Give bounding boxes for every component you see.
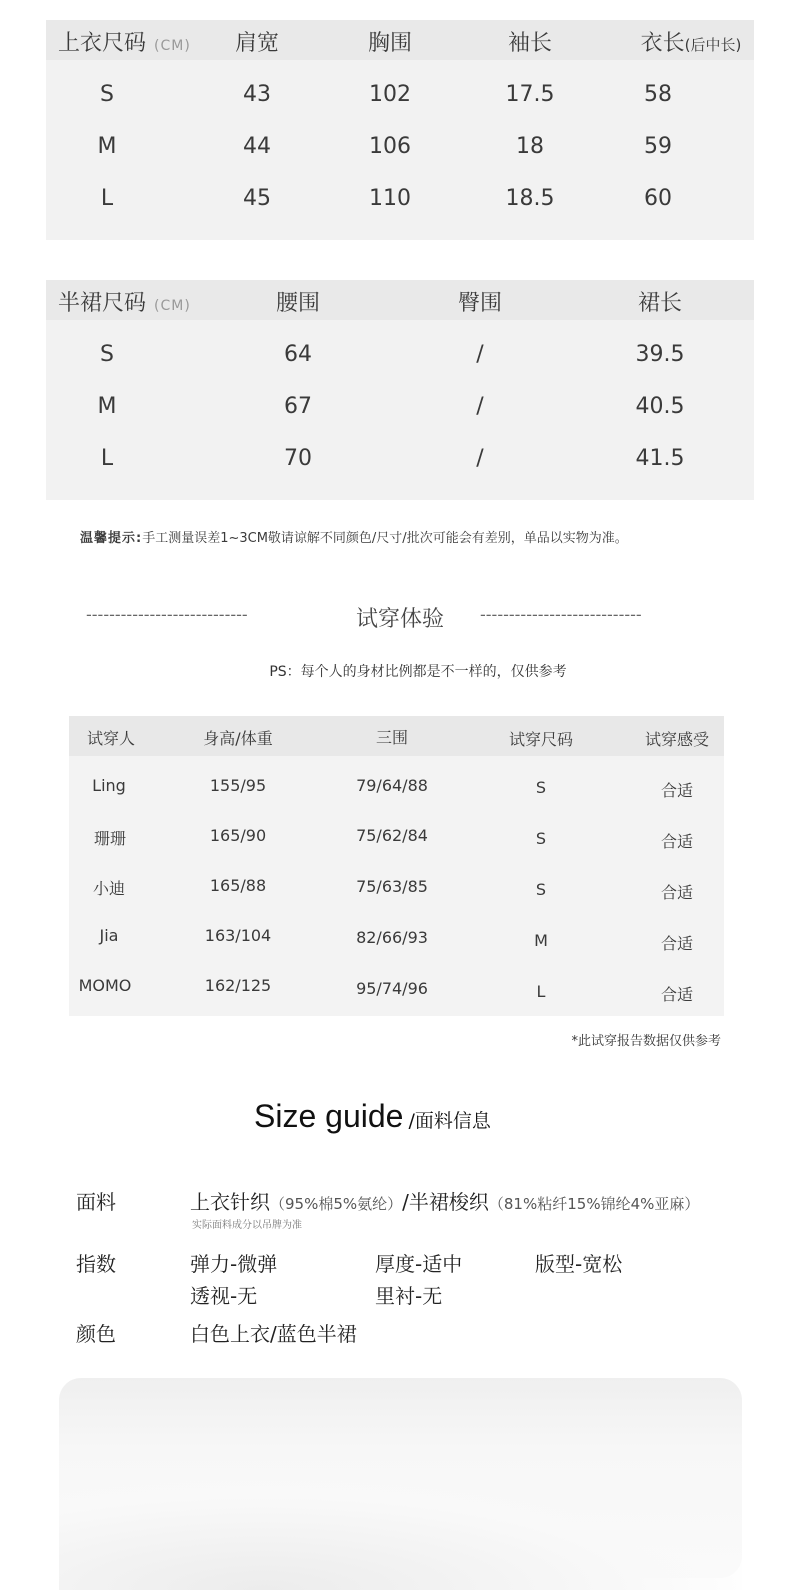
skirt-row-m-size: M — [97, 394, 117, 419]
skirt-row-m-length: 40.5 — [635, 394, 685, 419]
skirt-size-table — [46, 280, 754, 500]
top-size-table-title — [58, 26, 191, 57]
index-label: 指数 — [76, 1252, 116, 1276]
row-m-chest: 106 — [369, 134, 411, 159]
skirt-row-l-waist: 70 — [284, 446, 312, 471]
divider-right: ---------------------------- — [480, 605, 642, 624]
tryon-disclaimer: *此试穿报告数据仅供参考 — [571, 1034, 721, 1049]
elasticity-value: 弹力-微弹 — [190, 1252, 278, 1276]
row-l-chest: 110 — [369, 186, 411, 211]
row-l-shoulder: 45 — [243, 186, 271, 211]
header-tried-size: 试穿尺码 — [508, 730, 574, 749]
height-weight: 165/90 — [209, 826, 267, 845]
height-weight: 165/88 — [209, 876, 267, 895]
size-guide-title — [254, 1098, 491, 1135]
row-m-size: M — [97, 134, 117, 159]
tried-size: S — [535, 829, 547, 848]
header-chest: 胸围 — [367, 31, 413, 56]
measurements: 82/66/93 — [356, 928, 428, 947]
row-s-length: 58 — [644, 82, 672, 107]
skirt-row-s-length: 39.5 — [635, 342, 685, 367]
measurements: 95/74/96 — [356, 979, 428, 998]
fabric-skirt-detail: （81%粘纤15%锦纶4%亚麻） — [488, 1195, 700, 1213]
measurement-tip — [80, 527, 628, 546]
thickness-value: 厚度-适中 — [375, 1252, 463, 1276]
table-title: 上衣尺码 — [58, 31, 147, 56]
top-size-table — [46, 20, 754, 240]
header-hip: 臀围 — [457, 291, 503, 316]
height-weight: 163/104 — [204, 926, 272, 945]
wearer-name: Jia — [99, 926, 119, 945]
fabric-value — [190, 1186, 699, 1215]
tryon-table — [69, 716, 724, 1016]
fabric-skirt: /半裙梭织 — [402, 1190, 489, 1214]
tried-size: S — [535, 778, 547, 797]
tip-label: 温馨提示: — [80, 531, 143, 546]
header-height-weight: 身高/体重 — [203, 729, 273, 748]
header-wearer: 试穿人 — [86, 729, 136, 748]
header-feeling: 试穿感受 — [644, 730, 710, 749]
tried-size: M — [534, 931, 548, 950]
fabric-top-detail: （95%棉5%氨纶） — [270, 1195, 403, 1213]
fabric-top: 上衣针织 — [190, 1190, 270, 1214]
skirt-row-s-waist: 64 — [284, 342, 312, 367]
skirt-row-l-hip: / — [476, 446, 484, 471]
tip-text: 手工测量误差1~3CM敬请谅解不同颜色/尺寸/批次可能会有差别，单品以实物为准。 — [142, 531, 628, 546]
row-m-sleeve: 18 — [516, 134, 544, 159]
row-s-shoulder: 43 — [243, 82, 271, 107]
skirt-row-s-size: S — [100, 342, 114, 367]
fit-feeling: 合适 — [660, 832, 694, 851]
fabric-note: 实际面料成分以吊牌为准 — [192, 1220, 302, 1231]
divider-left: ---------------------------- — [86, 605, 248, 624]
sheer-value: 透视-无 — [190, 1284, 258, 1308]
skirt-size-table-title — [58, 286, 191, 317]
wearer-name: 珊珊 — [93, 829, 127, 848]
header-waist: 腰围 — [275, 291, 321, 316]
row-s-chest: 102 — [369, 82, 411, 107]
fabric-fold — [59, 1470, 742, 1590]
unit-label: (CM) — [154, 38, 191, 54]
height-weight: 155/95 — [209, 776, 267, 795]
skirt-row-m-hip: / — [476, 394, 484, 419]
skirt-row-l-size: L — [100, 446, 114, 471]
size-guide-subtitle: /面料信息 — [408, 1110, 491, 1132]
row-l-length: 60 — [644, 186, 672, 211]
row-l-sleeve: 18.5 — [505, 186, 555, 211]
header-measurements: 三围 — [375, 728, 409, 747]
row-s-sleeve: 17.5 — [505, 82, 555, 107]
table-title: 半裙尺码 — [58, 291, 147, 316]
wearer-name: 小迪 — [92, 879, 126, 898]
measurements: 75/62/84 — [356, 826, 428, 845]
tried-size: L — [536, 982, 546, 1001]
header-length-suffix: (后中长) — [684, 36, 742, 54]
color-label: 颜色 — [76, 1322, 116, 1346]
header-length-label: 衣长 — [640, 31, 685, 56]
color-value: 白色上衣/蓝色半裙 — [190, 1322, 357, 1346]
size-guide-heading: Size guide — [254, 1098, 404, 1134]
measurements: 75/63/85 — [356, 877, 428, 896]
header-skirt-length: 裙长 — [637, 291, 683, 316]
skirt-row-s-hip: / — [476, 342, 484, 367]
tried-size: S — [535, 880, 547, 899]
fabric-photo — [59, 1378, 742, 1578]
fabric-label: 面料 — [76, 1190, 116, 1214]
measurements: 79/64/88 — [356, 776, 428, 795]
row-m-length: 59 — [644, 134, 672, 159]
row-s-size: S — [100, 82, 114, 107]
row-m-shoulder: 44 — [243, 134, 271, 159]
unit-label: (CM) — [154, 298, 191, 314]
row-l-size: L — [100, 186, 114, 211]
header-length — [641, 26, 742, 57]
fit-value: 版型-宽松 — [535, 1252, 623, 1276]
tryon-title: 试穿体验 — [355, 607, 445, 632]
height-weight: 162/125 — [204, 976, 272, 995]
wearer-name: MOMO — [78, 976, 132, 995]
fit-feeling: 合适 — [660, 985, 694, 1004]
wearer-name: Ling — [92, 776, 126, 795]
header-sleeve: 袖长 — [507, 31, 553, 56]
skirt-row-m-waist: 67 — [284, 394, 312, 419]
header-shoulder: 肩宽 — [234, 31, 280, 56]
tryon-ps-note: PS：每个人的身材比例都是不一样的，仅供参考 — [269, 664, 567, 680]
fit-feeling: 合适 — [660, 781, 694, 800]
fit-feeling: 合适 — [660, 934, 694, 953]
skirt-row-l-length: 41.5 — [635, 446, 685, 471]
fit-feeling: 合适 — [660, 883, 694, 902]
lining-value: 里衬-无 — [375, 1284, 443, 1308]
